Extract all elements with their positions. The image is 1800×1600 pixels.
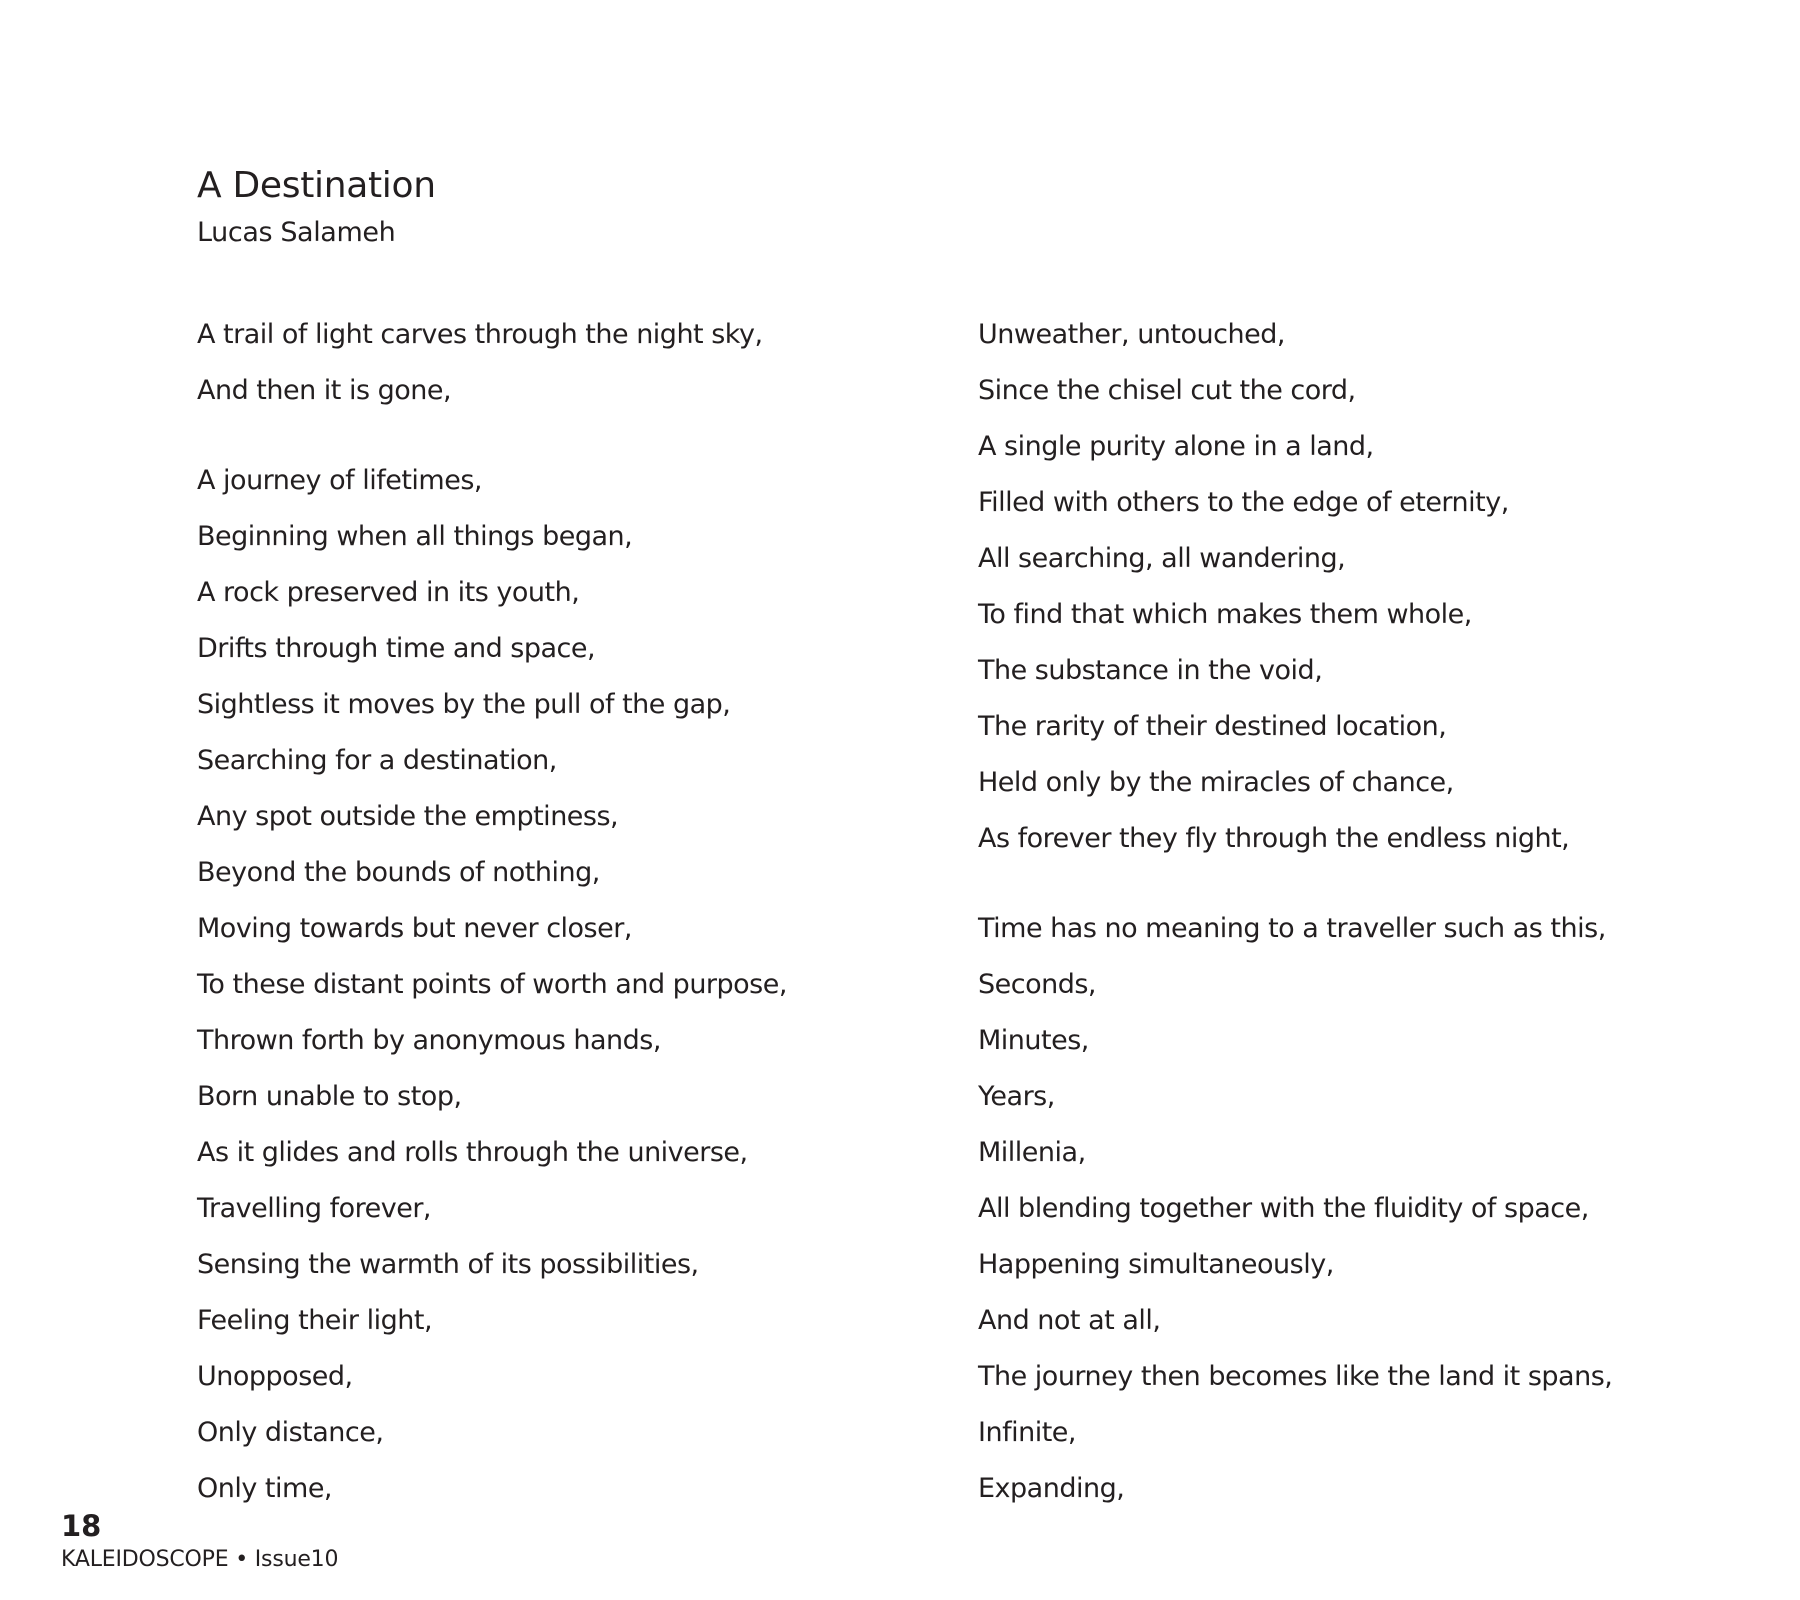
poem-header bbox=[197, 160, 436, 254]
poem-line: Only time, bbox=[197, 1473, 333, 1504]
poem-line: Born unable to stop, bbox=[197, 1081, 462, 1112]
poem-line: Moving towards but never closer, bbox=[197, 913, 632, 944]
stanza bbox=[197, 453, 787, 1517]
poem-line: Sensing the warmth of its possibilities, bbox=[197, 1249, 699, 1280]
poem-line: Drifts through time and space, bbox=[197, 633, 596, 664]
poem-line: Time has no meaning to a traveller such as this, bbox=[978, 913, 1606, 944]
poem-column-right bbox=[978, 307, 1612, 1551]
stanza bbox=[978, 901, 1612, 1517]
poem-line: The rarity of their destined location, bbox=[978, 711, 1447, 742]
poem-line: Unweather, untouched, bbox=[978, 319, 1285, 350]
poem-line: As it glides and rolls through the universe, bbox=[197, 1137, 748, 1168]
poem-line: A journey of lifetimes, bbox=[197, 465, 482, 496]
poem-line: As forever they fly through the endless night, bbox=[978, 823, 1570, 854]
publication-info: KALEIDOSCOPE • Issue10 bbox=[61, 1547, 339, 1572]
poem-column-left bbox=[197, 307, 787, 1551]
poem-line: Years, bbox=[978, 1081, 1055, 1112]
poem-line: Any spot outside the emptiness, bbox=[197, 801, 619, 832]
poem-line: Unopposed, bbox=[197, 1361, 353, 1392]
poem-line: Beyond the bounds of nothing, bbox=[197, 857, 600, 888]
poem-line: A single purity alone in a land, bbox=[978, 431, 1374, 462]
poem-line: And not at all, bbox=[978, 1305, 1161, 1336]
page-footer bbox=[61, 1507, 338, 1575]
poem-line: Expanding, bbox=[978, 1473, 1125, 1504]
poem-line: Happening simultaneously, bbox=[978, 1249, 1334, 1280]
poem-line: Millenia, bbox=[978, 1137, 1086, 1168]
stanza bbox=[197, 307, 787, 419]
poem-line: Held only by the miracles of chance, bbox=[978, 767, 1454, 798]
poem-line: The substance in the void, bbox=[978, 655, 1323, 686]
poem-line: Since the chisel cut the cord, bbox=[978, 375, 1356, 406]
poem-line: All searching, all wandering, bbox=[978, 543, 1346, 574]
poem-line: All blending together with the fluidity of space, bbox=[978, 1193, 1589, 1224]
poem-line: Infinite, bbox=[978, 1417, 1076, 1448]
poem-line: Filled with others to the edge of eternity, bbox=[978, 487, 1509, 518]
page-number: 18 bbox=[61, 1509, 102, 1543]
stanza bbox=[978, 307, 1612, 867]
poem-line: Travelling forever, bbox=[197, 1193, 432, 1224]
poem-line: Thrown forth by anonymous hands, bbox=[197, 1025, 661, 1056]
poem-line: Searching for a destination, bbox=[197, 745, 557, 776]
poem-line: Sightless it moves by the pull of the gap, bbox=[197, 689, 731, 720]
poem-line: And then it is gone, bbox=[197, 375, 452, 406]
poem-line: Feeling their light, bbox=[197, 1305, 433, 1336]
poem-line: To find that which makes them whole, bbox=[978, 599, 1472, 630]
poem-title: A Destination bbox=[197, 165, 436, 206]
poem-line: The journey then becomes like the land it spans, bbox=[978, 1361, 1613, 1392]
poem-line: Beginning when all things began, bbox=[197, 521, 633, 552]
poem-line: A rock preserved in its youth, bbox=[197, 577, 580, 608]
poem-author: Lucas Salameh bbox=[197, 217, 396, 248]
poem-line: To these distant points of worth and purpose, bbox=[197, 969, 787, 1000]
poem-line: A trail of light carves through the night sky, bbox=[197, 319, 763, 350]
poem-line: Minutes, bbox=[978, 1025, 1089, 1056]
poem-line: Seconds, bbox=[978, 969, 1097, 1000]
poem-line: Only distance, bbox=[197, 1417, 384, 1448]
